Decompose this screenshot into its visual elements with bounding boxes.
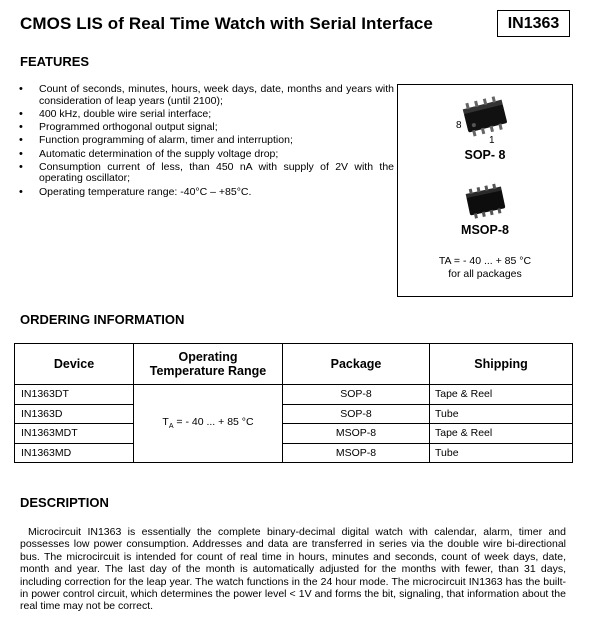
column-header-shipping: Shipping <box>430 344 573 385</box>
all-packages-note: for all packages <box>448 268 522 280</box>
ordering-table <box>14 343 573 463</box>
ordering-heading: ORDERING INFORMATION <box>20 312 185 327</box>
shipping-cell: Tape & Reel <box>430 385 573 405</box>
device-cell: IN1363D <box>15 404 134 424</box>
features-list <box>18 84 394 200</box>
table-row <box>15 443 573 463</box>
package-cell: SOP-8 <box>283 404 430 424</box>
temp-range-value: = - 40 ... + 85 °C <box>173 416 254 429</box>
document-title: CMOS LIS of Real Time Watch with Serial Interface <box>20 14 433 33</box>
shipping-cell: Tape & Reel <box>430 424 573 444</box>
package-cell: MSOP-8 <box>283 424 430 444</box>
device-cell: IN1363MDT <box>15 424 134 444</box>
column-header-temperature: Operating Temperature Range <box>134 344 283 385</box>
package-cell: MSOP-8 <box>283 443 430 463</box>
feature-item: • Operating temperature range: -40°C – +85°C. <box>18 187 394 199</box>
column-header-device: Device <box>15 344 134 385</box>
feature-item: • Consumption current of less, than 450 nA with supply of 2V with the operating oscillator; <box>18 162 394 185</box>
temperature-range-cell <box>134 385 283 463</box>
table-header-row <box>15 344 573 385</box>
feature-item: • Count of seconds, minutes, hours, week days, date, months and years with consideration of leap years (until 2100); <box>18 84 394 107</box>
sop8-chip-icon <box>398 85 574 155</box>
pin-8-label: 8 <box>456 120 462 131</box>
feature-item: • 400 kHz, double wire serial interface; <box>18 109 394 121</box>
pin-1-label: 1 <box>489 135 495 146</box>
features-heading: FEATURES <box>20 54 90 69</box>
device-cell: IN1363DT <box>15 385 134 405</box>
device-cell: IN1363MD <box>15 443 134 463</box>
package-box <box>397 84 573 297</box>
part-number-box: IN1363 <box>497 10 570 37</box>
feature-item: • Automatic determination of the supply voltage drop; <box>18 149 394 161</box>
description-heading: DESCRIPTION <box>20 495 109 510</box>
feature-item: • Function programming of alarm, timer and interruption; <box>18 135 394 147</box>
table-row <box>15 424 573 444</box>
package-cell: SOP-8 <box>283 385 430 405</box>
shipping-cell: Tube <box>430 404 573 424</box>
shipping-cell: Tube <box>430 443 573 463</box>
table-row <box>15 385 573 405</box>
table-row <box>15 404 573 424</box>
temp-subscript: A <box>168 423 174 431</box>
column-header-package: Package <box>283 344 430 385</box>
temp-t: T <box>162 416 169 429</box>
feature-item: • Programmed orthogonal output signal; <box>18 122 394 134</box>
description-paragraph: Microcircuit IN1363 is essentially the complete binary-decimal digital watch with calendar, alarm, timer and possesses low power consumption. Addresses and data are transferred in series via the double wire bi-directional bus. The microcircuit is intended for count of real time in hours, minutes and seconds, count of week days, date, month and year. The last day of the month is automatically adjusted for the months with fewer, than 31 days, including correction for the leap year. The watch functions in the 24 hour mode. The microcircuit IN1363 has the built-in power control circuit, which determines the power level < 1V and forms the bit, signaling, that information about the real time may not be correct. <box>20 526 566 613</box>
msop8-label: MSOP-8 <box>461 223 509 237</box>
temperature-note: TA = - 40 ... + 85 °C <box>438 255 532 267</box>
sop8-label: SOP- 8 <box>464 148 506 162</box>
